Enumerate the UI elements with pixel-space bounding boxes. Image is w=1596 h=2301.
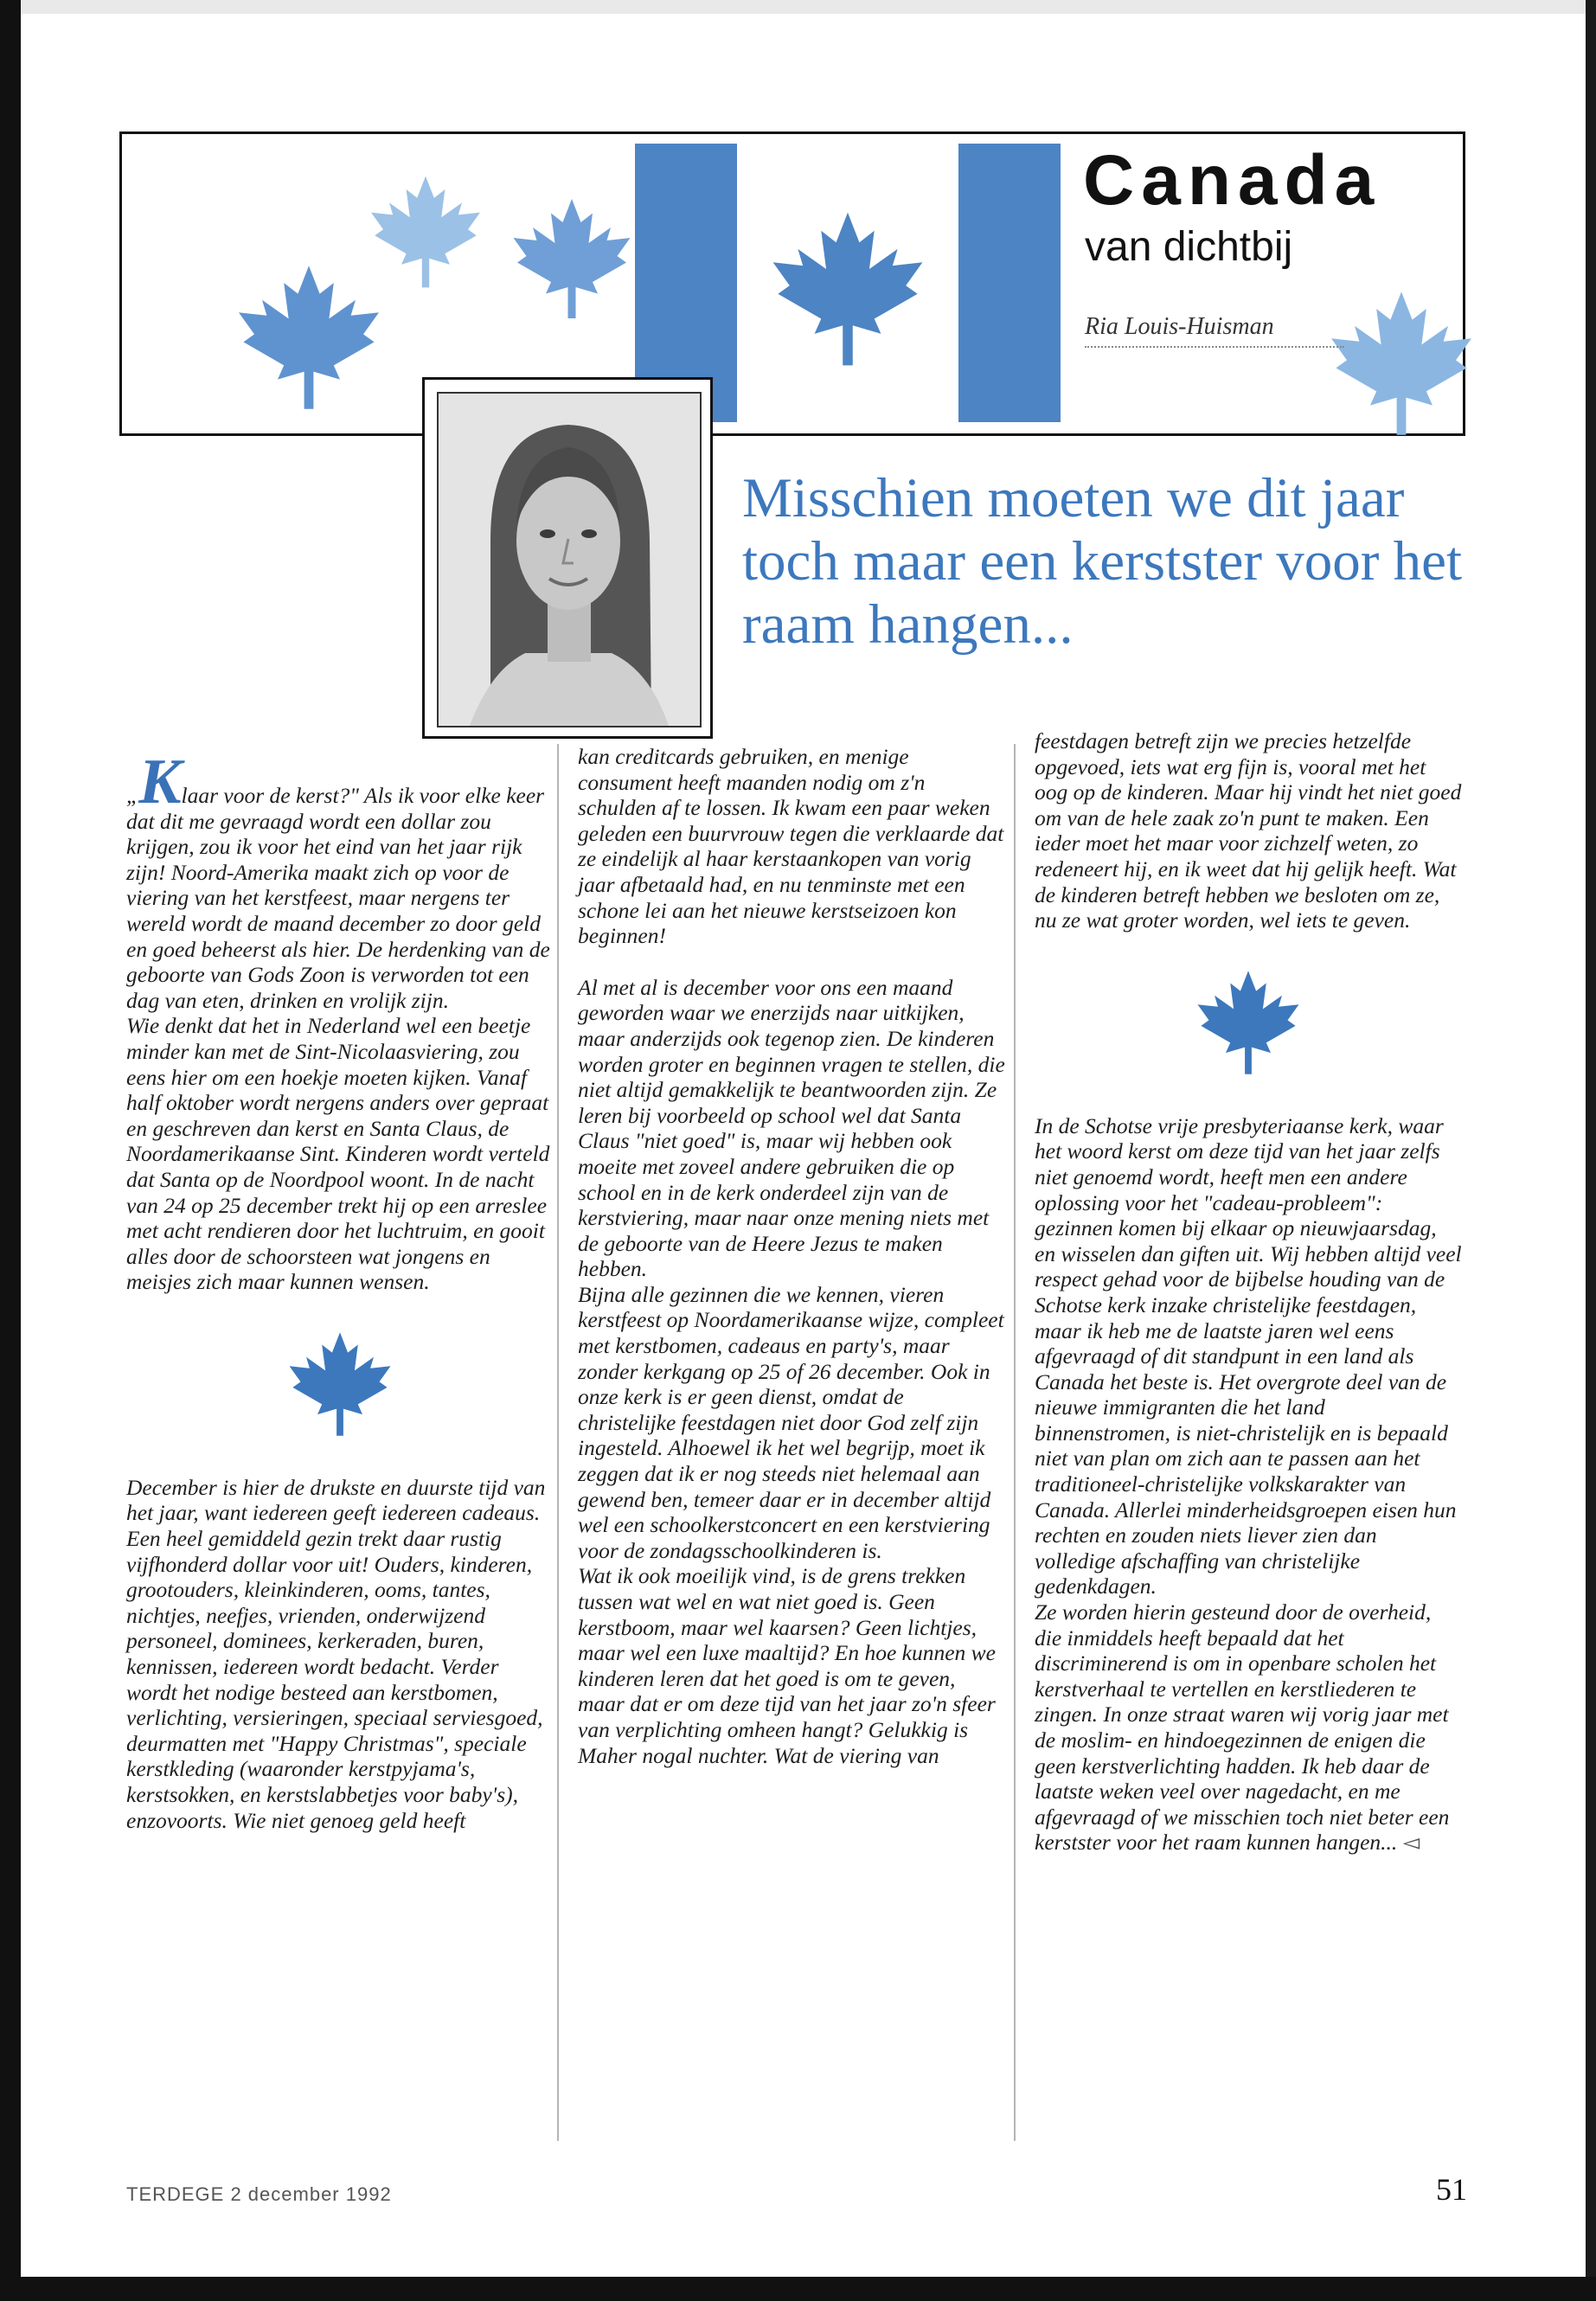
article-column-2	[578, 744, 1005, 1768]
maple-leaf-icon	[279, 1328, 401, 1440]
paragraph: Wat ik ook moeilijk vind, is de grens trekken tussen wat wel en wat niet goed is. Geen kerstboom, maar wel kaarsen? Geen lichtjes, maar wel een luxe maaltijd? En hoe kunnen we kinderen leren dat het goed is om te geven, maar dat er om deze tijd van het jaar zo'n sfeer van verplichting omheen hangt? Gelukkig is Maher nogal nuchter. Wat de viering van	[578, 1563, 996, 1768]
maple-leaf-icon	[763, 206, 933, 372]
paragraph: Bijna alle gezinnen die we kennen, vieren kerstfeest op Noordamerikaanse wijze, compleet met kerstbomen, cadeaus en party's, maar zonder kerkgang op 25 of 26 december. Ook in onze kerk is er geen dienst, omdat de christelijke feestdagen niet door God zelf zijn ingesteld. Alhoewel ik het wel begrijp, moet ik zeggen dat ik er nog steeds niet helemaal aan gewend ben, temeer daar er in december altijd wel een schoolkerstconcert en een kerstviering voor de zondagsschoolkinderen is.	[578, 1281, 1004, 1563]
column-divider	[1014, 744, 1016, 2141]
publication-footer: TERDEGE 2 december 1992	[126, 2183, 392, 2205]
maple-leaf-icon	[1324, 285, 1479, 441]
magazine-section-subtitle: van dichtbij	[1085, 224, 1293, 270]
paragraph	[1035, 1599, 1462, 1856]
article-headline: Misschien moeten we dit jaar toch maar een kerstster voor het raam hangen...	[742, 467, 1463, 656]
portrait-frame	[422, 377, 713, 739]
author-byline: Ria Louis-Huisman	[1085, 313, 1344, 348]
paragraph: Wie denkt dat het in Nederland wel een beetje minder kan met de Sint-Nicolaasviering, zou eens hier om een hoekje moeten kijken. Vanaf half oktober wordt nergens anders over gepraat en geschreven dan kerst en Santa Claus, de Noordamerikaanse Sint. Kinderen wordt verteld dat Santa op de Noordpool woont. In de nacht van 24 op 25 december trekt hij op een arreslee met acht rendieren door het luchtruim, en gooit alles door de schoorsteen wat jongens en meisjes zich maar kunnen wensen.	[126, 1013, 550, 1295]
scan-edge-top	[0, 0, 1596, 14]
magazine-section-title: Canada	[1083, 141, 1381, 220]
maple-leaf-icon	[1192, 966, 1304, 1079]
portrait-woman	[439, 394, 700, 726]
paragraph: feestdagen betreft zijn we precies hetzelfde opgevoed, iets wat erg fijn is, vooral met het oog op de kinderen. Maar hij vindt het niet goed om van de hele zaak zo'n punt te maken. Een ieder moet het maar voor zichzelf weten, zo redeneert hij, en ik weet dat hij gelijk heeft. Wat de kinderen betreft hebben we besloten om ze, nu ze wat groter worden, wel iets te geven.	[1035, 728, 1462, 933]
maple-leaf-icon	[348, 171, 503, 292]
paragraph: December is hier de drukste en duurste tijd van het jaar, want iedereen geeft iedereen cadeaus. Een heel gemiddeld gezin trekt daar rustig vijfhonderd dollar voor uit! Ouders, kinderen, grootouders, kleinkinderen, ooms, tantes, nichtjes, neefjes, vrienden, onderwijzend personeel, dominees, kerkeraden, buren, kennissen, iedereen wordt bedacht. Verder wordt het nodige besteed aan kerstbomen, verlichting, versieringen, speciaal serviesgoed, deurmatten met "Happy Christmas", speciale kerstkleding (waaronder kerstpyjama's, kerstsokken, en kerstslabbetjes voor baby's), enzovoorts. Wie niet genoeg geld heeft	[126, 1474, 546, 1833]
paragraph-text: laar voor de kerst?" Als ik voor elke keer dat dit me gevraagd wordt een dollar zou krijgen, zou ik voor het eind van het jaar rijk zijn! Noord-Amerika maakt zich op voor de viering van het kerstfeest, maar nergens ter wereld wordt de maand december zo door geld en goed beheerst als hier. De herdenking van de geboorte van Gods Zoon is verworden tot een dag van eten, drinken en vrolijk zijn.	[126, 783, 550, 1013]
page-number: 51	[1436, 2172, 1467, 2207]
portrait-photo	[437, 392, 702, 727]
end-mark-icon: ◅	[1402, 1830, 1420, 1856]
paragraph: Al met al is december voor ons een maand geworden waar we enerzijds naar uitkijken, maar anderzijds ook tegenop zien. De kinderen worden groter en beginnen vragen te stellen, die niet altijd gemakkelijk te beantwoorden zijn. Ze leren bij voorbeeld op school wel dat Santa Claus "niet goed" is, maar wij hebben ook moeite met zoveel andere gebruiken die op school en in de kerk onderdeel zijn van de kerstviering, maar naar onze mening niets met de geboorte van de Heere Jezus te maken hebben.	[578, 974, 1005, 1282]
scan-edge-bottom	[0, 2277, 1596, 2301]
column-divider	[557, 744, 559, 2141]
canada-flag-right-band	[958, 144, 1061, 422]
paragraph: kan creditcards gebruiken, en menige consument heeft maanden nodig om z'n schulden af te lossen. Ik kwam een paar weken geleden een buurvrouw tegen die verklaarde dat ze eindelijk al haar kerstaankopen van vorig jaar afbetaald had, en nu tenminste met een schone lei aan het nieuwe kerstseizoen kon beginnen!	[578, 744, 1004, 949]
paragraph: „Klaar voor de kerst?" Als ik voor elke keer dat dit me gevraagd wordt een dollar zou krijgen, zou ik voor het eind van het jaar rijk zijn! Noord-Amerika maakt zich op voor de viering van het kerstfeest, maar nergens ter wereld wordt de maand december zo door geld en goed beheerst als hier. De herdenking van de geboorte van Gods Zoon is verworden tot een dag van eten, drinken en vrolijk zijn.	[126, 747, 550, 1013]
article-column-1	[126, 744, 554, 1833]
drop-cap: K	[138, 747, 182, 817]
article-column-3	[1035, 728, 1462, 1856]
scan-edge-right	[1586, 0, 1596, 2301]
paragraph: In de Schotse vrije presbyteriaanse kerk, waar het woord kerst om deze tijd van het jaar zelfs niet genoemd wordt, heeft men een andere oplossing voor het "cadeau-probleem": gezinnen komen bij elkaar op nieuwjaarsdag, en wisselen dan giften uit. Wij hebben altijd veel respect gehad voor de bijbelse houding van de Schotse kerk inzake christelijke feestdagen, maar ik heb me de laatste jaren wel eens afgevraagd of dit standpunt in een land als Canada het beste is. Het overgrote deel van de nieuwe immigranten die het land binnenstromen, is niet-christelijk en is bepaald niet van plan om zich aan te passen aan het traditioneel-christelijke volkskarakter van Canada. Allerlei minderheidsgroepen eisen hun rechten en zouden niets liever zien dan volledige afschaffing van christelijke gedenkdagen.	[1035, 1112, 1462, 1599]
scan-edge-left	[0, 0, 21, 2301]
maple-leaf-icon	[507, 185, 637, 332]
paragraph-text: Ze worden hierin gesteund door de overheid, die inmiddels heeft bepaald dat het discriminerend is om in openbare scholen het kerstverhaal te vertellen en kerstliederen te zingen. In onze straat waren wij vorig jaar met de moslim- en hindoegezinnen de enigen die geen kerstverlichting hadden. Ik heb daar de laatste weken veel over nagedacht, en me afgevraagd of we misschien toch niet beter een kerstster voor het raam kunnen hangen...	[1035, 1599, 1450, 1856]
